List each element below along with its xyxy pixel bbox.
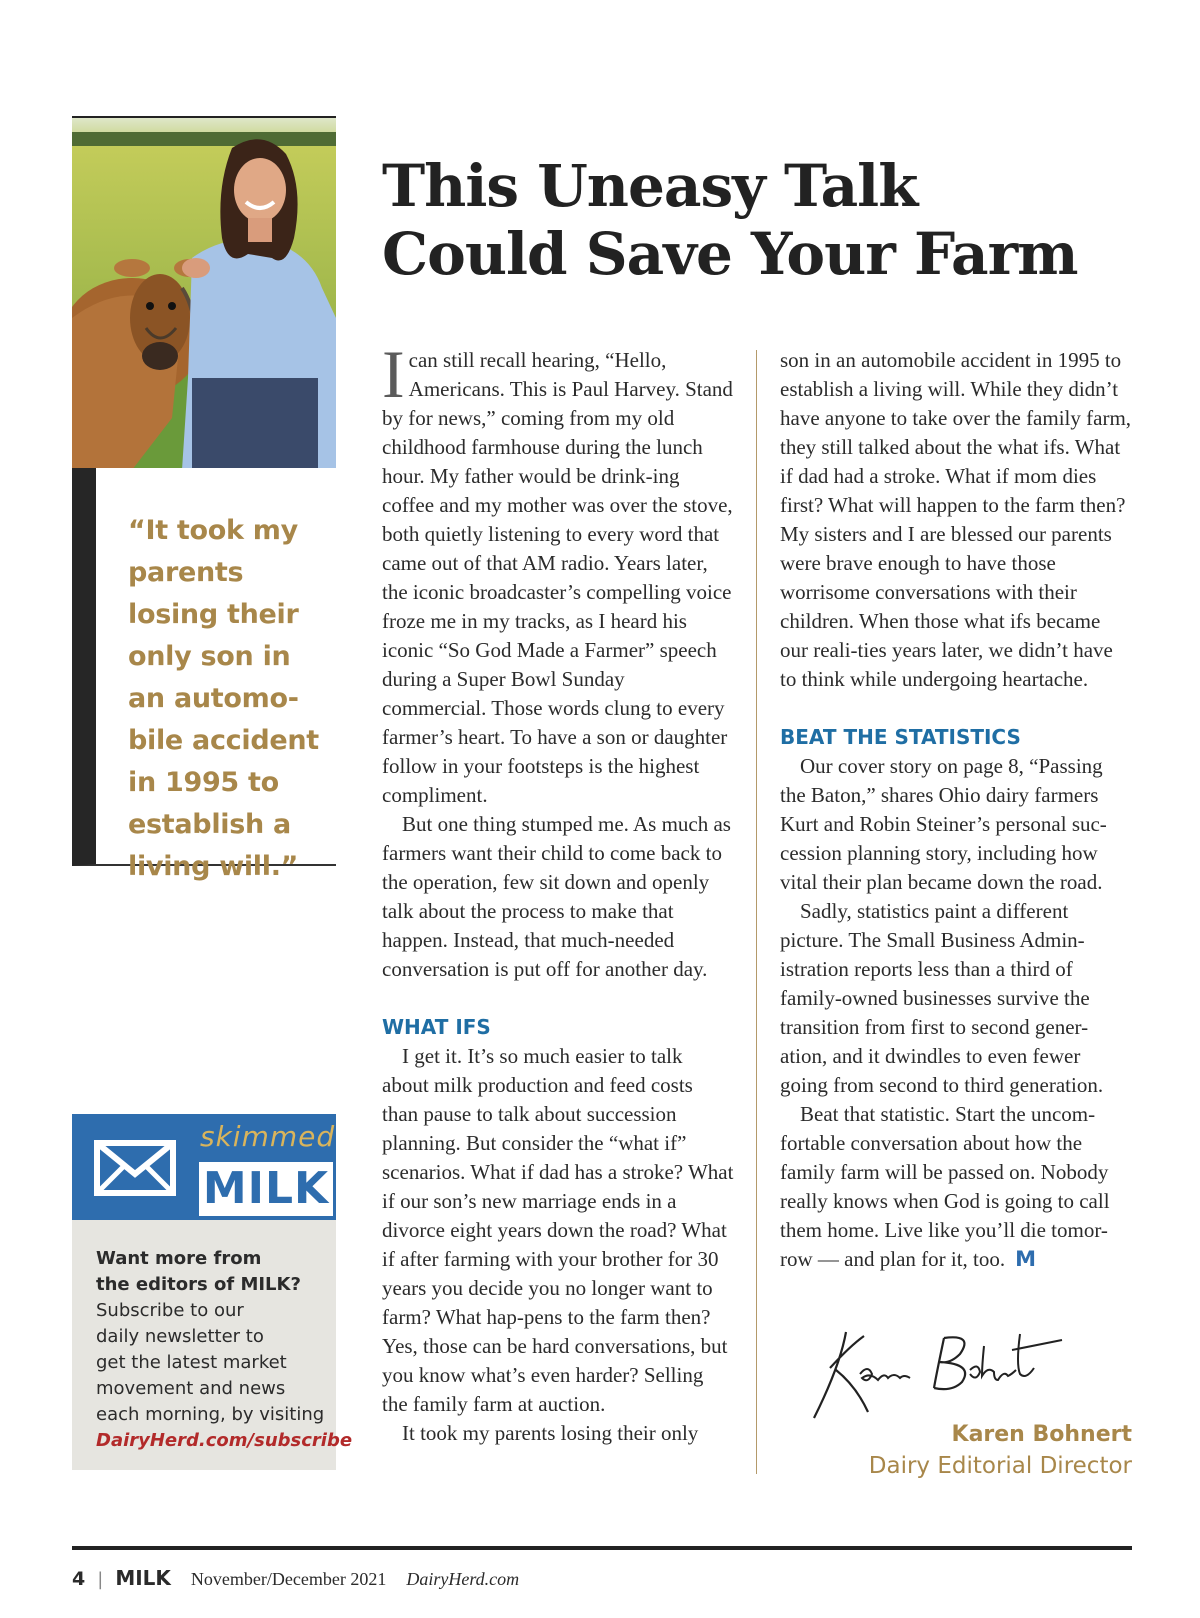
- column-divider: [756, 350, 757, 1474]
- page-footer: [72, 1566, 519, 1592]
- newsletter-promo[interactable]: [72, 1114, 353, 1470]
- promo-line: Subscribe to our: [96, 1300, 244, 1321]
- section-heading: BEAT THE STATISTICS: [780, 725, 1021, 749]
- milk-logo: MILK: [199, 1162, 333, 1216]
- headline-line: Could Save Your Farm: [382, 220, 1078, 288]
- promo-line: Want more from: [96, 1248, 262, 1269]
- drop-cap: I: [382, 336, 405, 412]
- paragraph: But one thing stumped me. As much as farmers want their child to come back to the operation, few sit down and openly talk about the process to make that happen. Instead, that much-needed conversation is put off for another day.: [382, 812, 731, 981]
- end-mark: M: [1015, 1247, 1037, 1271]
- headline-line: This Uneasy Talk: [382, 152, 918, 220]
- article-column-2: [780, 346, 1132, 1274]
- paragraph: Our cover story on page 8, “Passing the Baton,” shares Ohio dairy farmers Kurt and Robin Steiner’s personal suc-cession planning story, including how vital their plan became down the road.: [780, 754, 1107, 894]
- promo-line: get the latest market: [96, 1352, 287, 1373]
- footer-rule: [72, 1546, 1132, 1550]
- author-photo: [72, 116, 336, 468]
- author-name: Karen Bohnert: [951, 1422, 1132, 1447]
- page-number: 4: [72, 1568, 86, 1590]
- article-column-1: [382, 336, 734, 1448]
- promo-line: each morning, by visiting: [96, 1404, 325, 1425]
- paragraph: Ican still recall hearing, “Hello, Americans. This is Paul Harvey. Stand by for news,” coming from my old childhood farmhouse during the lunch hour. My father would be drink-ing coffee and my mother was over the stove, both quietly listening to every word that came out of that AM radio. Years later, the iconic broadcaster’s compelling voice froze me in my tracks, as I heard his iconic “So God Made a Farmer” speech during a Super Bowl Sunday commercial. Those words clung to every farmer’s heart. To have a son or daughter follow in your footsteps is the highest compliment.: [382, 336, 733, 807]
- magazine-name: MILK: [115, 1566, 171, 1590]
- section-heading: WHAT IFS: [382, 1015, 491, 1039]
- article-headline: [382, 152, 1122, 288]
- envelope-icon: [94, 1140, 176, 1196]
- subscribe-link[interactable]: DairyHerd.com/subscribe: [96, 1430, 353, 1451]
- footer-website[interactable]: DairyHerd.com: [406, 1569, 520, 1589]
- paragraph: It took my parents losing their only: [402, 1421, 699, 1445]
- promo-text: [72, 1220, 353, 1454]
- paragraph: Sadly, statistics paint a different picture. The Small Business Admin-istration reports less than a third of family-owned businesses survive the transition from first to second gener-ation, and it dwindles to even fewer going from second to third generation.: [780, 899, 1104, 1097]
- pull-quote-box: [72, 468, 336, 882]
- issue-date: November/December 2021: [190, 1569, 387, 1589]
- author-title: Dairy Editorial Director: [868, 1453, 1132, 1479]
- paragraph: Beat that statistic. Start the uncom-fortable conversation about how the family farm will be passed on. Nobody really knows when God is going to call them home. Live like you’ll die tomor-row — and plan for it, too. M: [780, 1102, 1110, 1271]
- promo-line: the editors of MILK?: [96, 1274, 301, 1295]
- paragraph: son in an automobile accident in 1995 to establish a living will. While they didn’t have anyone to take over the family farm, they still talked about the what ifs. What if dad had a stroke. What if mom dies first? What will happen to the farm then? My sisters and I are blessed our parents were brave enough to have those worrisome conversations with their children. When those what ifs became our reali-ties years later, we didn’t have to think while undergoing heartache.: [780, 348, 1132, 691]
- promo-line: movement and news: [96, 1378, 286, 1399]
- pull-quote: “It took my parents losing their only son in an automo-bile accident in 1995 to establish a living will.”: [128, 515, 319, 882]
- footer-separator: |: [97, 1569, 104, 1590]
- skimmed-logo-text: skimmed: [200, 1120, 336, 1153]
- promo-line: daily newsletter to: [96, 1326, 264, 1347]
- paragraph: I get it. It’s so much easier to talk about milk production and feed costs than pause to talk about succession planning. But consider the “what if” scenarios. What if dad has a stroke? What if our son’s new marriage ends in a divorce eight years down the road? What if after farming with your brother for 30 years you decide you no longer want to farm? What hap-pens to the farm then? Yes, those can be hard conversations, but you know what’s even harder? Selling the family farm at auction.: [382, 1044, 734, 1416]
- promo-banner: [72, 1114, 336, 1220]
- author-signature: [806, 1326, 1076, 1422]
- author-byline: [869, 1420, 1132, 1482]
